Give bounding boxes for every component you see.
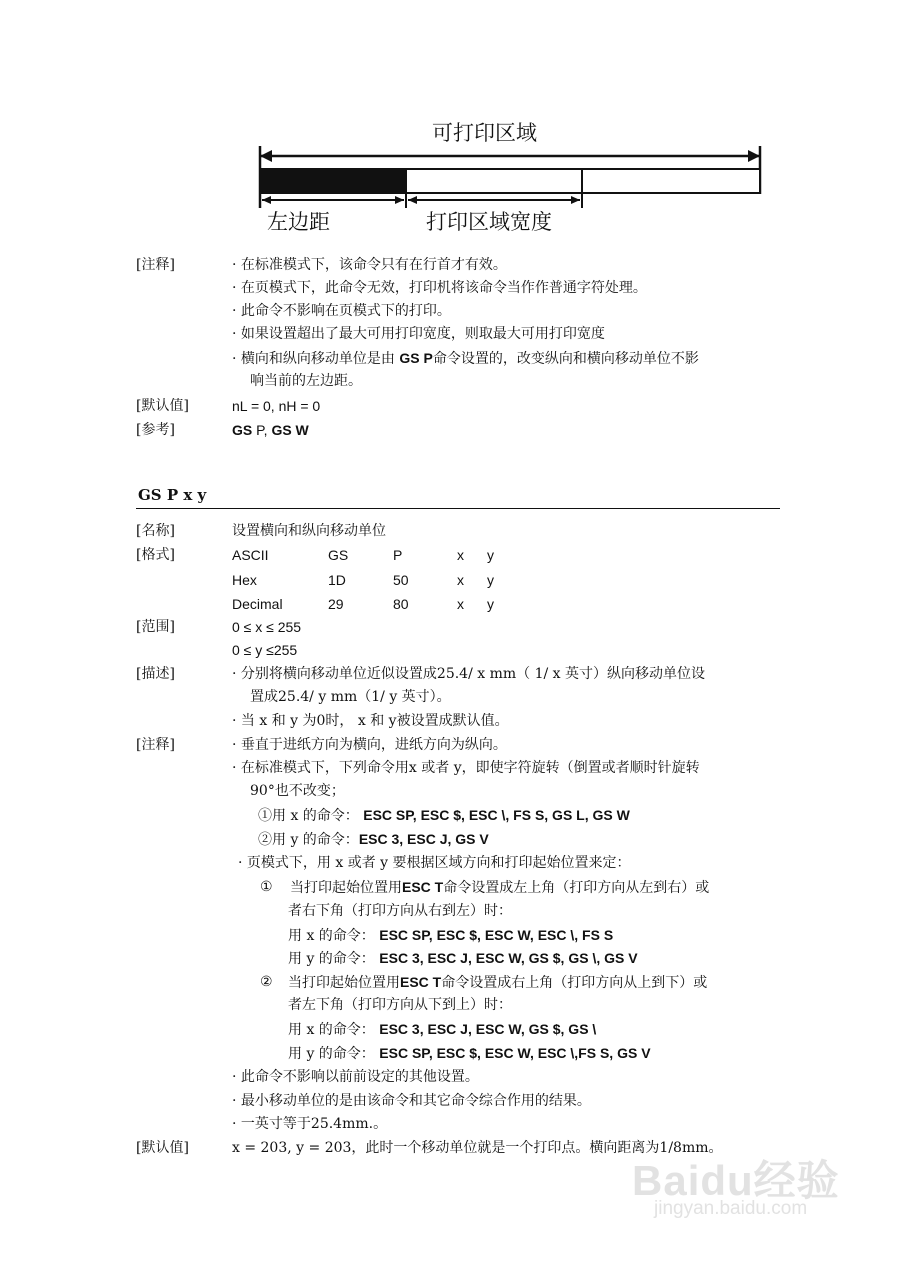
case-continuation: 者右下角（打印方向从右到左）时： bbox=[288, 903, 512, 919]
heading-rule bbox=[136, 508, 780, 509]
note-item: · 最小移动单位的是由该命令和其它命令综合作用的结果。 bbox=[232, 1093, 591, 1109]
format-cell: y bbox=[487, 596, 494, 612]
note-item: · 在标准模式下，下列命令用x 或者 y，即使字符旋转（倒置或者顺时针旋转 bbox=[232, 760, 700, 776]
format-cell: 80 bbox=[393, 596, 409, 612]
description-continuation: 置成25.4/ y mm（1/ y 英寸）。 bbox=[250, 689, 451, 705]
default-label: [默认值] bbox=[136, 398, 189, 414]
command-list: 用 x 的命令： ESC SP, ESC $, ESC W, ESC \, FS S bbox=[288, 927, 614, 944]
format-cell: P bbox=[393, 547, 403, 563]
arrow-left-head bbox=[260, 150, 272, 162]
name-label: [名称] bbox=[136, 523, 175, 539]
command-list: 用 y 的命令： ESC SP, ESC $, ESC W, ESC \,FS S, GS V bbox=[288, 1045, 651, 1062]
format-cell: y bbox=[487, 572, 494, 588]
format-cell: 1D bbox=[328, 572, 346, 588]
command-list: ②用 y 的命令：ESC 3, ESC J, GS V bbox=[258, 831, 489, 848]
left-margin-label: 左边距 bbox=[267, 210, 330, 234]
format-cell: ASCII bbox=[232, 547, 269, 563]
print-width-label: 打印区域宽度 bbox=[426, 210, 552, 234]
range-value: 0 ≤ x ≤ 255 bbox=[232, 619, 302, 635]
format-cell: y bbox=[487, 547, 494, 563]
left-margin-fill bbox=[260, 169, 406, 193]
case-text: 当打印起始位置用ESC T命令设置成左上角（打印方向从左到右）或 bbox=[290, 879, 710, 896]
default-label: [默认值] bbox=[136, 1140, 189, 1156]
description-label: [描述] bbox=[136, 666, 175, 682]
case-number: ② bbox=[260, 974, 273, 990]
description-item: · 当 x 和 y 为0时， x 和 y被设置成默认值。 bbox=[232, 713, 509, 729]
note-item: · 横向和纵向移动单位是由 GS P命令设置的，改变纵向和横向移动单位不影 bbox=[232, 350, 699, 367]
reference-label: [参考] bbox=[136, 422, 175, 438]
command-list: 用 x 的命令： ESC 3, ESC J, ESC W, GS $, GS \ bbox=[288, 1021, 597, 1038]
watermark-url: jingyan.baidu.com bbox=[654, 1198, 808, 1219]
reference-value: GS P, GS W bbox=[232, 422, 309, 438]
range-value: 0 ≤ y ≤255 bbox=[232, 642, 298, 658]
note-item: · 页模式下，用 x 或者 y 要根据区域方向和打印起始位置来定： bbox=[238, 855, 631, 871]
format-cell: x bbox=[457, 572, 464, 588]
watermark-brand: Baidu经验 bbox=[632, 1157, 840, 1204]
format-label: [格式] bbox=[136, 547, 175, 563]
command-list: 用 y 的命令： ESC 3, ESC J, ESC W, GS $, GS \, GS V bbox=[288, 950, 638, 967]
note-item: · 此命令不影响在页模式下的打印。 bbox=[232, 303, 451, 319]
command-heading: GS P x y bbox=[138, 486, 207, 504]
format-cell: 29 bbox=[328, 596, 344, 612]
note-item: · 在标准模式下，该命令只有在行首才有效。 bbox=[232, 257, 507, 273]
note-item: · 一英寸等于25.4mm.。 bbox=[232, 1116, 388, 1132]
printable-area-diagram bbox=[250, 112, 780, 242]
note-item: · 在页模式下，此命令无效，打印机将该命令当作作普通字符处理。 bbox=[232, 280, 647, 296]
baidu-watermark bbox=[632, 1148, 847, 1228]
notes-label: [注释] bbox=[136, 737, 175, 753]
format-cell: Decimal bbox=[232, 596, 283, 612]
arrow-right-head bbox=[748, 150, 760, 162]
note-item: · 如果设置超出了最大可用打印宽度，则取最大可用打印宽度 bbox=[232, 326, 605, 342]
note-item: · 此命令不影响以前前设定的其他设置。 bbox=[232, 1069, 479, 1085]
default-value: nL = 0, nH = 0 bbox=[232, 398, 321, 414]
note-continuation: 响当前的左边距。 bbox=[250, 373, 362, 389]
format-cell: 50 bbox=[393, 572, 409, 588]
description-item: · 分别将横向移动单位近似设置成25.4/ x mm（ 1/ x 英寸）纵向移动单位设 bbox=[232, 666, 706, 682]
format-cell: Hex bbox=[232, 572, 257, 588]
note-item: · 垂直于进纸方向为横向，进纸方向为纵向。 bbox=[232, 737, 507, 753]
case-text: 当打印起始位置用ESC T命令设置成右上角（打印方向从上到下）或 bbox=[288, 974, 708, 991]
name-value: 设置横向和纵向移动单位 bbox=[232, 523, 386, 539]
default-value: x = 203, y = 203，此时一个移动单位就是一个打印点。横向距离为1/8mm。 bbox=[232, 1140, 723, 1156]
diagram-title: 可打印区域 bbox=[432, 121, 537, 145]
format-cell: x bbox=[457, 596, 464, 612]
note-continuation: 90°也不改变； bbox=[250, 783, 345, 799]
case-number: ① bbox=[260, 879, 273, 895]
range-label: [范围] bbox=[136, 619, 175, 635]
case-continuation: 者左下角（打印方向从下到上）时： bbox=[288, 997, 512, 1013]
format-cell: GS bbox=[328, 547, 349, 563]
format-cell: x bbox=[457, 547, 464, 563]
command-list: ①用 x 的命令： ESC SP, ESC $, ESC \, FS S, GS L, GS W bbox=[258, 807, 630, 824]
notes-label: [注释] bbox=[136, 257, 175, 273]
